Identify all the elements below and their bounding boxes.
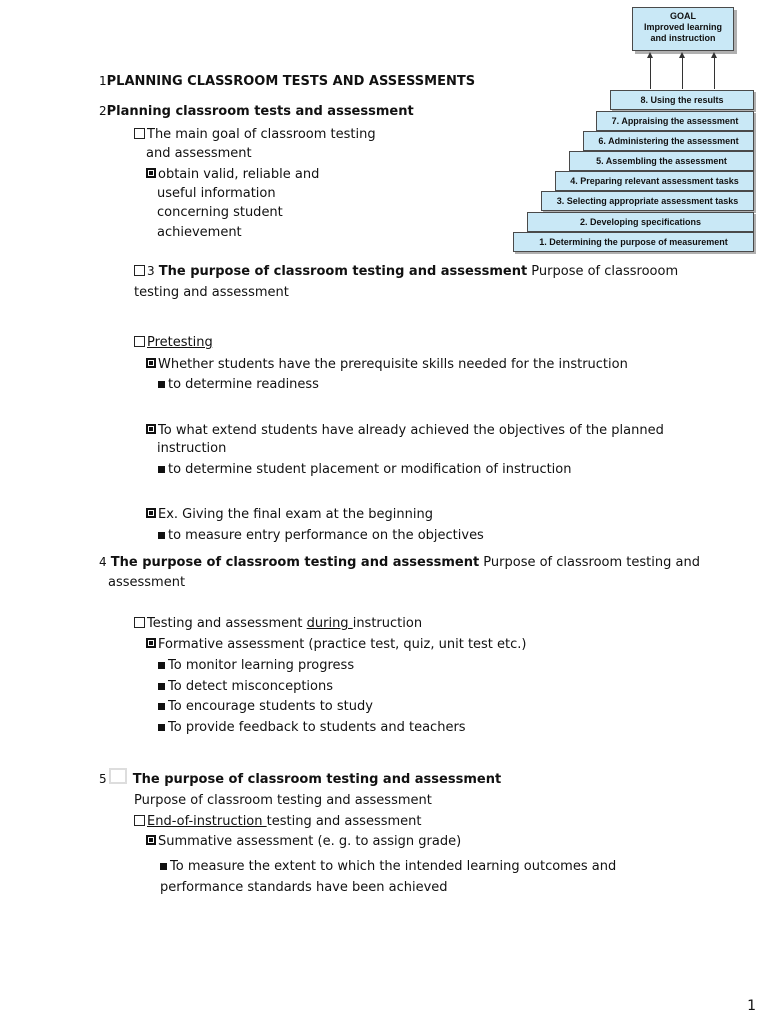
section-subtitle: Purpose of classroom testing and assessment [134, 793, 432, 808]
page-number: 1 [747, 998, 756, 1014]
item-text: The main goal of classroom testing [147, 127, 376, 142]
step-2: 2. Developing specifications [527, 212, 754, 232]
step-3: 3. Selecting appropriate assessment tasks [541, 191, 754, 211]
square-bullet-icon [146, 835, 156, 845]
filled-square-bullet-icon [158, 724, 165, 731]
item-text: Summative assessment (e. g. to assign grade) [158, 834, 462, 849]
list-item [158, 677, 333, 696]
square-bullet-icon [146, 638, 156, 648]
checkbox-bullet-icon [134, 265, 145, 276]
arrow-line [650, 56, 651, 89]
section-title: The purpose of classroom testing and assessment [132, 772, 502, 787]
item-text: To measure the extent to which the intended learning outcomes and [170, 859, 617, 874]
list-item [158, 656, 354, 675]
list-item [158, 375, 319, 394]
section-subtitle-continued: testing and assessment [134, 285, 289, 300]
item-text: testing and assessment [266, 814, 422, 829]
list-item-continued: instruction [157, 441, 227, 456]
section-title: The purpose of classroom testing and assessment [158, 264, 528, 279]
list-item [134, 333, 213, 352]
list-item-continued: performance standards have been achieved [160, 880, 448, 895]
section-subtitle: Purpose of classrooom [527, 264, 679, 279]
square-bullet-icon [146, 168, 156, 178]
slide-number: 2 [99, 104, 107, 118]
step-1: 1. Determining the purpose of measurement [513, 232, 754, 252]
step-8: 8. Using the results [610, 90, 754, 110]
filled-square-bullet-icon [158, 703, 165, 710]
slide-number: 1 [99, 74, 107, 88]
filled-square-bullet-icon [158, 662, 165, 669]
item-text: Formative assessment (practice test, quiz, unit test etc.) [158, 637, 527, 652]
list-item [146, 635, 527, 654]
list-item [158, 697, 373, 716]
section-4-heading [99, 553, 700, 572]
item-text: To provide feedback to students and teachers [168, 720, 466, 735]
list-item-continued: concerning student [157, 205, 283, 220]
item-text: Testing and assessment [147, 616, 307, 631]
list-item [146, 832, 461, 851]
item-text: to determine readiness [168, 377, 319, 392]
step-7: 7. Appraising the assessment [596, 111, 754, 131]
item-text-underlined: during [306, 616, 353, 631]
checkbox-bullet-icon [134, 617, 145, 628]
section-2-heading [99, 102, 414, 121]
list-item [134, 614, 422, 633]
item-text: To monitor learning progress [168, 658, 355, 673]
item-text: To what extend students have already achieved the objectives of the planned [158, 423, 664, 438]
goal-label: GOAL [670, 11, 696, 21]
step-5: 5. Assembling the assessment [569, 151, 754, 171]
goal-box [632, 7, 734, 51]
goal-line-1: Improved learning [643, 22, 723, 32]
page-title: PLANNING CLASSROOM TESTS AND ASSESSMENTS [106, 74, 476, 89]
checkbox-bullet-icon [134, 128, 145, 139]
list-item [146, 505, 433, 524]
square-bullet-icon [146, 508, 156, 518]
item-text: To detect misconceptions [168, 679, 334, 694]
list-item-continued: and assessment [146, 146, 252, 161]
list-item [134, 125, 376, 144]
arrow-head [647, 52, 653, 58]
item-text: obtain valid, reliable and [158, 167, 320, 182]
list-item [158, 460, 572, 479]
section-title: The purpose of classroom testing and assessment [110, 555, 480, 570]
list-item [134, 812, 422, 831]
filled-square-bullet-icon [158, 466, 165, 473]
list-item [146, 421, 664, 440]
filled-square-bullet-icon [158, 683, 165, 690]
list-item [146, 165, 319, 184]
filled-square-bullet-icon [158, 532, 165, 539]
item-text: Ex. Giving the final exam at the beginning [158, 507, 433, 522]
square-bullet-icon [146, 358, 156, 368]
arrow-head [679, 52, 685, 58]
filled-square-bullet-icon [160, 863, 167, 870]
list-item [158, 718, 466, 737]
slide-number: 3 [147, 264, 155, 278]
section-3-heading [134, 262, 678, 281]
pretesting-label: Pretesting [147, 335, 213, 350]
placeholder-box-icon [109, 768, 127, 784]
item-text: to determine student placement or modification of instruction [168, 462, 572, 477]
slide-number: 4 [99, 555, 107, 569]
section-5-heading [99, 768, 501, 789]
section-title: Planning classroom tests and assessment [106, 104, 414, 119]
list-item-continued: achievement [157, 225, 242, 240]
filled-square-bullet-icon [158, 381, 165, 388]
slide-number: 5 [99, 772, 107, 786]
list-item [158, 526, 484, 545]
item-text-underlined: End-of-instruction [147, 814, 267, 829]
section-1-heading [99, 72, 475, 91]
item-text: to measure entry performance on the objectives [168, 528, 484, 543]
step-4: 4. Preparing relevant assessment tasks [555, 171, 754, 191]
list-item-continued: useful information [157, 186, 276, 201]
list-item [146, 355, 628, 374]
arrow-head [711, 52, 717, 58]
item-text: Whether students have the prerequisite skills needed for the instruction [158, 357, 628, 372]
section-subtitle: Purpose of classroom testing and [479, 555, 700, 570]
item-text: instruction [352, 616, 423, 631]
checkbox-bullet-icon [134, 336, 145, 347]
list-item [160, 857, 616, 876]
goal-line-2: and instruction [650, 33, 716, 43]
checkbox-bullet-icon [134, 815, 145, 826]
arrow-line [714, 56, 715, 89]
step-6: 6. Administering the assessment [583, 131, 754, 151]
square-bullet-icon [146, 424, 156, 434]
arrow-line [682, 56, 683, 89]
section-subtitle-continued: assessment [108, 575, 186, 590]
item-text: To encourage students to study [168, 699, 373, 714]
